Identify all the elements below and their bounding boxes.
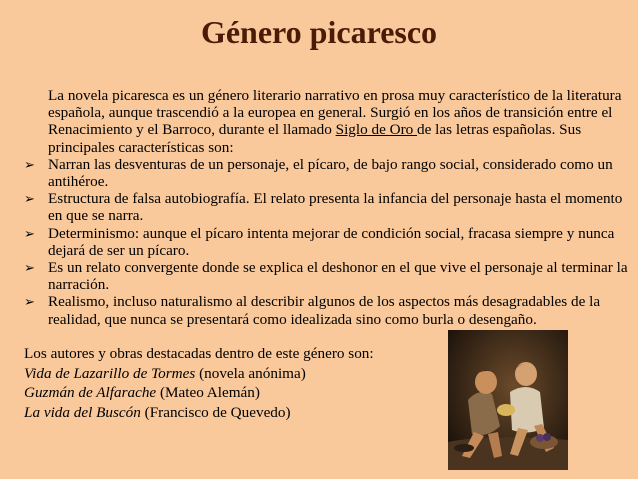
list-item [22, 259, 634, 293]
siglo-de-oro-link[interactable]: Siglo de Oro [335, 121, 418, 139]
list-item-text: Determinismo: aunque el pícaro intenta mejorar de condición social, fracasa siempre y nunca dejará de ser un pícaro. [48, 224, 615, 259]
list-item-text: Narran las desventuras de un personaje, el pícaro, de bajo rango social, considerado como un antihéroe. [48, 155, 613, 191]
arrowhead-bullet-icon: ➢ [24, 191, 35, 207]
list-item-text: Realismo, incluso naturalismo al describir algunos de los aspectos más desagradables de la realidad, que nunca se presentará como idealizada sino como burla o desengaño. [48, 293, 601, 328]
painting-illustration [448, 330, 568, 470]
intro-paragraph [22, 87, 634, 156]
list-item-text: Estructura de falsa autobiografía. El relato presenta la infancia del personaje hasta el momento en que se narra. [48, 190, 623, 225]
intro-text-before-link: La novela picaresca es un género literario narrativo en prosa muy característico de la literatura española, aunque trascendió a la europea en general. Surgió en los años de transición entre el Renacimiento y el Barroco, durante el llamado [48, 87, 622, 139]
work-title: Guzmán de Alfarache [24, 384, 157, 402]
work-title: La vida del Buscón [24, 403, 141, 421]
work-author: (novela anónima) [195, 364, 306, 382]
arrowhead-bullet-icon: ➢ [24, 156, 35, 172]
work-entry [24, 383, 444, 403]
intro-text-after-link: de las letras españolas. Sus principales características son: [48, 121, 582, 156]
list-item [22, 225, 634, 259]
authors-section [24, 344, 444, 422]
work-title: Vida de Lazarillo de Tormes [24, 364, 196, 382]
work-entry [24, 364, 444, 384]
slide-body [22, 87, 634, 328]
list-item [22, 190, 634, 224]
work-entry [24, 403, 444, 423]
work-author: (Mateo Alemán) [156, 384, 260, 402]
work-author: (Francisco de Quevedo) [140, 403, 291, 421]
arrowhead-bullet-icon: ➢ [24, 294, 35, 310]
list-item [22, 293, 634, 327]
list-item-text: Es un relato convergente donde se explica el deshonor en el que vive el personaje al terminar la narración. [48, 259, 628, 294]
characteristics-list [22, 156, 634, 328]
authors-heading: Los autores y obras destacadas dentro de este género son: [24, 345, 374, 362]
arrowhead-bullet-icon: ➢ [24, 225, 35, 241]
arrowhead-bullet-icon: ➢ [24, 260, 35, 276]
painting-image [448, 330, 568, 470]
list-item [22, 156, 634, 190]
slide-title: Género picaresco [200, 14, 438, 50]
